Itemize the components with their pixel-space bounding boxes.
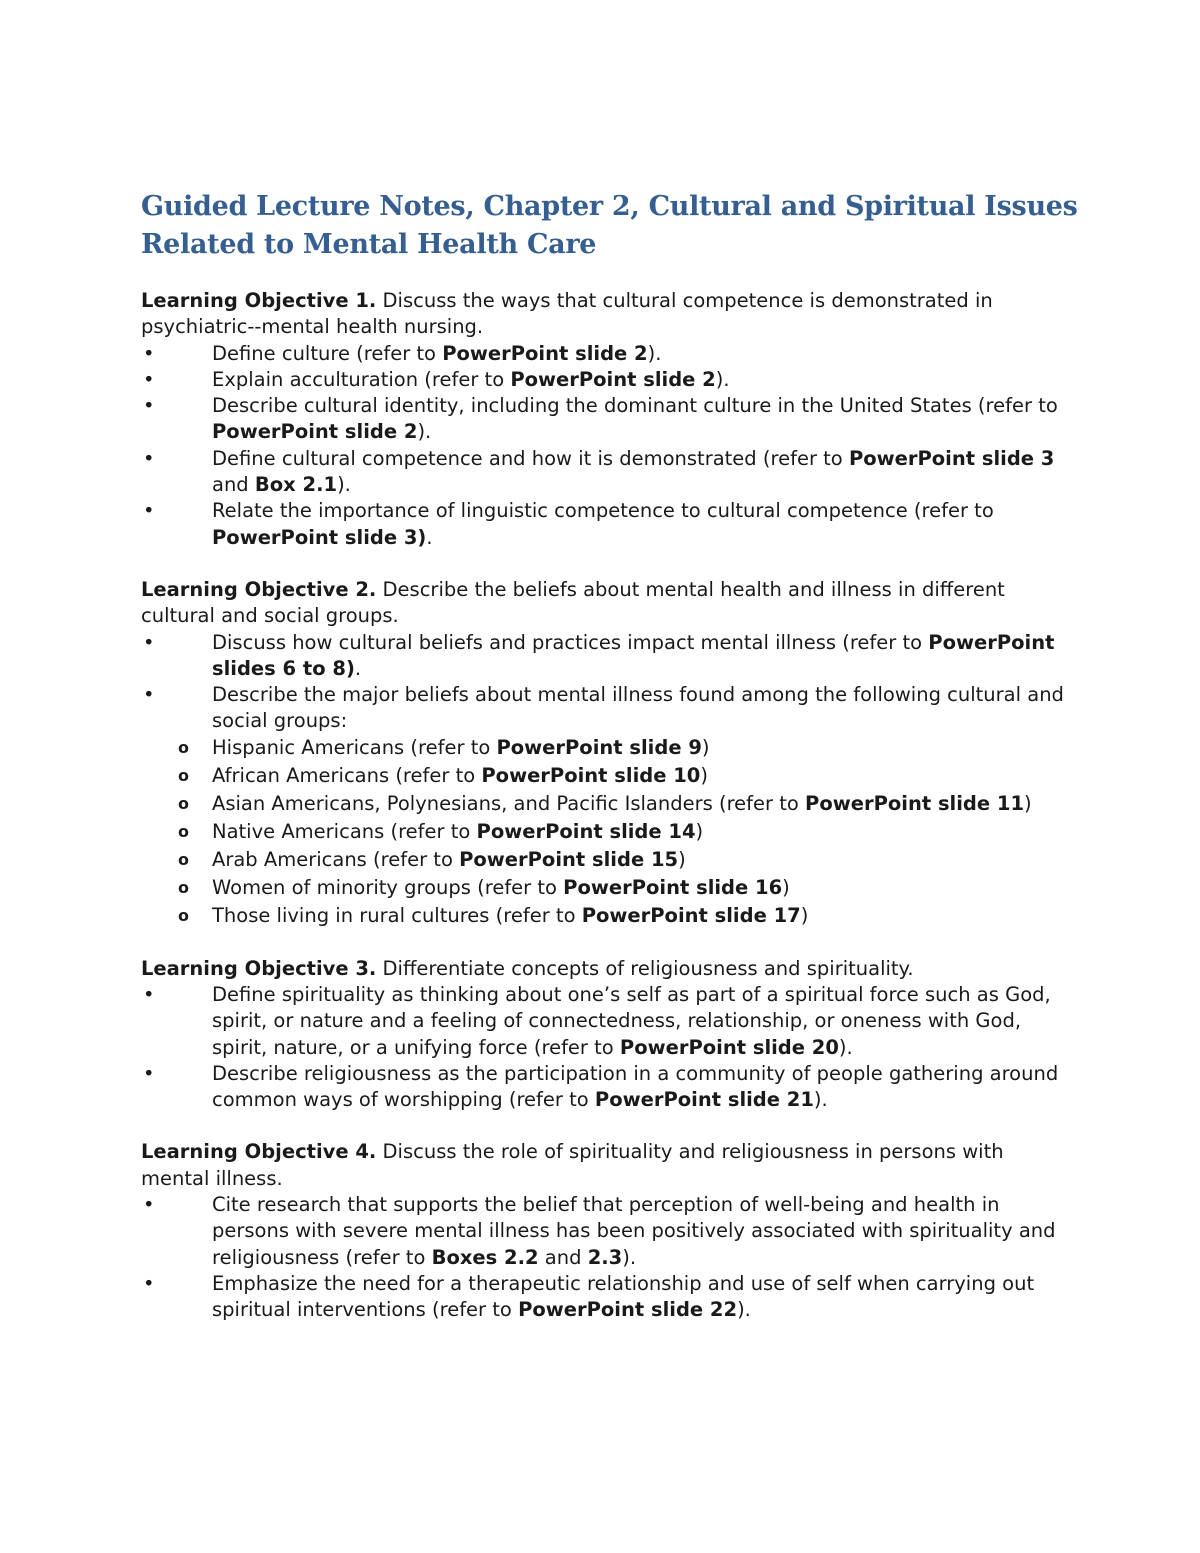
bullet-reference: PowerPoint slide 2 (212, 420, 418, 444)
sub-bullet-reference: PowerPoint slide 11 (805, 791, 1025, 815)
sub-bullet-icon: o (178, 822, 189, 842)
bullet-item (141, 982, 1071, 1061)
bullet-text: Define spirituality as thinking about one’s self as part of a spiritual force such as God, spirit, or nature and a feeling of connectedness, relationship, or oneness with God, spirit, nature, or a unifying force (refer to (212, 982, 1051, 1059)
sub-bullet-item (141, 791, 1071, 817)
sub-bullet-icon: o (178, 765, 189, 785)
sub-bullet-icon: o (178, 793, 189, 813)
sub-bullet-text: Arab Americans (refer to (212, 848, 460, 872)
learning-objective-4 (141, 1139, 1071, 1323)
bullet-connector: and (212, 473, 255, 497)
bullet-icon: • (143, 1271, 155, 1295)
sub-bullet-item (141, 875, 1071, 901)
sub-bullet-reference: PowerPoint slide 16 (563, 876, 783, 900)
bullet-tail: ). (417, 420, 432, 444)
bullet-item (141, 393, 1071, 446)
title-line-1: Guided Lecture Notes, Chapter 2, Cultural and Spiritual Issues (141, 191, 1078, 222)
sub-bullet-reference: PowerPoint slide 10 (481, 763, 701, 787)
bullet-item (141, 367, 1071, 393)
objective-bullet-list (141, 341, 1071, 551)
objective-heading (141, 956, 1071, 982)
objective-heading (141, 577, 1071, 630)
bullet-tail: ). (737, 1298, 751, 1322)
bullet-text: Define cultural competence and how it is demonstrated (refer to (212, 446, 849, 470)
bullet-connector: and (538, 1245, 588, 1269)
sub-bullet-icon: o (178, 850, 189, 870)
document-title (141, 188, 1141, 264)
sub-bullet-tail: ) (700, 763, 708, 787)
learning-objective-1 (141, 288, 1071, 551)
bullet-icon: • (143, 683, 155, 707)
bullet-item (141, 1061, 1071, 1114)
sub-bullet-text: Hispanic Americans (refer to (212, 735, 497, 759)
objective-label: Learning Objective 2. (141, 577, 377, 601)
bullet-icon: • (143, 446, 155, 470)
bullet-icon: • (143, 630, 155, 654)
bullet-reference-2: Box 2.1 (254, 473, 338, 497)
objective-description: Differentiate concepts of religiousness and spirituality. (376, 956, 914, 980)
bullet-text: Describe the major beliefs about mental illness found among the following cultural and social groups: (212, 683, 1064, 733)
bullet-reference: PowerPoint slide 22 (518, 1298, 738, 1322)
objective-heading (141, 288, 1071, 341)
bullet-item (141, 1271, 1071, 1324)
bullet-item (141, 1192, 1071, 1271)
title-line-2: Related to Mental Health Care (141, 229, 597, 260)
sub-bullet-text: African Americans (refer to (212, 763, 482, 787)
sub-bullet-text: Women of minority groups (refer to (212, 876, 564, 900)
bullet-icon: • (143, 367, 155, 391)
bullet-reference: PowerPoint slide 3) (212, 525, 427, 549)
learning-objective-2 (141, 577, 1071, 930)
bullet-icon: • (143, 1061, 155, 1085)
bullet-text: Explain acculturation (refer to (212, 367, 511, 391)
bullet-reference: PowerPoint slide 20 (619, 1035, 839, 1059)
sub-bullet-tail: ) (800, 904, 809, 928)
bullet-icon: • (143, 394, 155, 418)
bullet-tail: ). (622, 1245, 637, 1269)
bullet-icon: • (143, 499, 155, 523)
bullet-tail: ). (715, 367, 730, 391)
bullet-tail: ). (838, 1035, 853, 1059)
bullet-reference: PowerPoint slide 21 (594, 1088, 814, 1112)
document-body (141, 288, 1071, 1349)
sub-bullet-tail: ) (1024, 791, 1032, 815)
bullet-tail: . (426, 525, 433, 549)
sub-bullet-item (141, 819, 1071, 845)
objective-label: Learning Objective 3. (141, 956, 377, 980)
bullet-item (141, 682, 1071, 735)
sub-bullet-tail: ) (701, 735, 710, 759)
sub-bullet-item (141, 903, 1071, 929)
bullet-icon: • (143, 341, 155, 365)
objective-description: Describe the beliefs about mental health and illness in different cultural and social groups. (141, 577, 1005, 628)
sub-bullet-reference: PowerPoint slide 9 (496, 735, 702, 759)
objective-bullet-list (141, 1192, 1071, 1323)
bullet-reference: Boxes 2.2 (431, 1245, 539, 1269)
bullet-tail: ). (337, 473, 351, 497)
bullet-reference-2: 2.3 (587, 1245, 623, 1269)
sub-bullet-reference: PowerPoint slide 15 (459, 848, 679, 872)
bullet-reference: PowerPoint slide 3 (848, 446, 1055, 470)
sub-bullet-tail: ) (678, 848, 686, 872)
objective-bullet-list (141, 630, 1071, 735)
sub-bullet-list (141, 735, 1071, 930)
bullet-text: Relate the importance of linguistic competence to cultural competence (refer to (212, 499, 994, 523)
bullet-text: Cite research that supports the belief that perception of well-being and health in persons with severe mental illness has been positively associated with spirituality and religiousness (refer to (212, 1192, 1056, 1269)
sub-bullet-icon: o (178, 878, 189, 898)
sub-bullet-text: Native Americans (refer to (212, 820, 477, 844)
sub-bullet-text: Asian Americans, Polynesians, and Pacific Islanders (refer to (212, 791, 806, 815)
bullet-tail: . (354, 656, 362, 680)
bullet-reference: PowerPoint slides 6 to 8) (212, 630, 1055, 680)
objective-heading (141, 1139, 1071, 1192)
sub-bullet-tail: ) (695, 820, 704, 844)
objective-description: Discuss the ways that cultural competence is demonstrated in psychiatric--mental health nursing. (141, 289, 993, 339)
bullet-reference: PowerPoint slide 2 (442, 341, 648, 365)
sub-bullet-item (141, 763, 1071, 789)
bullet-reference: PowerPoint slide 2 (510, 367, 716, 391)
sub-bullet-icon: o (178, 906, 189, 926)
sub-bullet-icon: o (178, 737, 189, 757)
bullet-text: Describe cultural identity, including the dominant culture in the United States (refer to (212, 394, 1058, 418)
objective-description: Discuss the role of spirituality and religiousness in persons with mental illness. (141, 1140, 1004, 1190)
bullet-icon: • (143, 982, 155, 1006)
objective-bullet-list (141, 982, 1071, 1113)
bullet-text: Describe religiousness as the participation in a community of people gathering around common ways of worshipping (refer to (212, 1061, 1059, 1112)
sub-bullet-reference: PowerPoint slide 17 (581, 904, 801, 928)
sub-bullet-item (141, 735, 1071, 761)
sub-bullet-text: Those living in rural cultures (refer to (212, 904, 582, 928)
sub-bullet-tail: ) (782, 876, 790, 900)
bullet-text: Emphasize the need for a therapeutic relationship and use of self when carrying out spiritual interventions (refer to (212, 1271, 1035, 1322)
bullet-text: Discuss how cultural beliefs and practices impact mental illness (refer to (212, 630, 929, 654)
bullet-item (141, 498, 1071, 551)
bullet-item (141, 341, 1071, 367)
bullet-tail: ). (813, 1088, 828, 1112)
objective-label: Learning Objective 1. (141, 289, 377, 312)
bullet-text: Define culture (refer to (212, 341, 443, 365)
sub-bullet-item (141, 847, 1071, 873)
bullet-tail: ). (647, 341, 662, 365)
learning-objective-3 (141, 956, 1071, 1114)
bullet-item (141, 446, 1071, 499)
bullet-icon: • (143, 1192, 155, 1216)
bullet-item (141, 630, 1071, 683)
objective-label: Learning Objective 4. (141, 1140, 377, 1164)
sub-bullet-reference: PowerPoint slide 14 (476, 820, 696, 844)
